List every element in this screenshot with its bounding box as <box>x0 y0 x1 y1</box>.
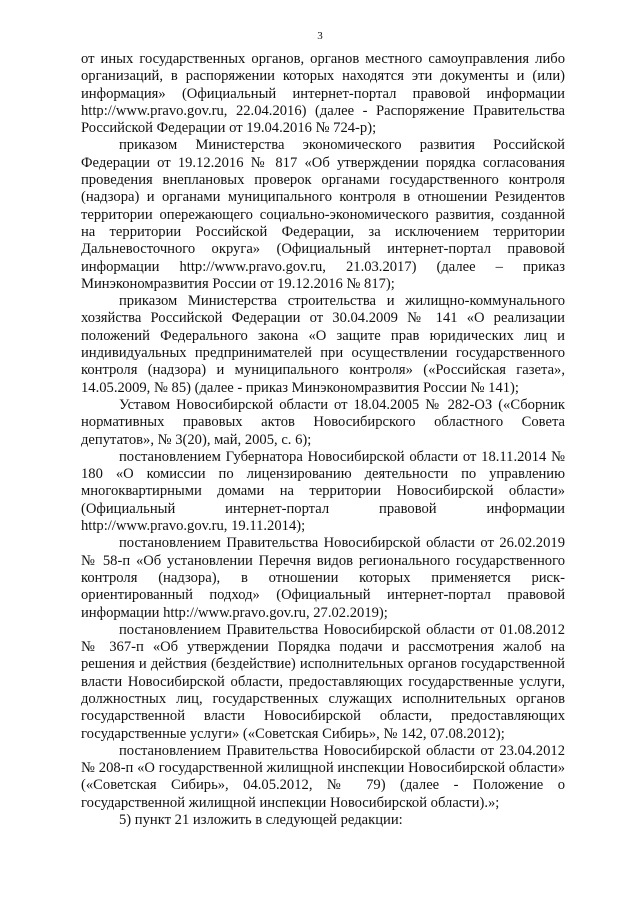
paragraph-continuation: от иных государственных органов, органов местного самоуправления либо организаций, в распоряжении которых находятся эти документы и (или) информация» (Официальный интернет-портал правовой информации http://www.pravo.gov.ru, 22.04.2016) (далее - Распоряжение Правительства Российской Федерации от 19.04.2016 № 724-р); <box>81 51 565 137</box>
paragraph-prikaz-141: приказом Министерства строительства и жилищно-коммунального хозяйства Российской Федерации от 30.04.2009 № 141 «О реализации положений Федерального закона «О защите прав юридических лиц и индивидуальных предпринимателей при осуществлении государственного контроля (надзора) и муниципального контроля» («Российская газета», 14.05.2009, № 85) (далее - приказ Минэкономразвития России № 141); <box>81 293 565 396</box>
paragraph-gubernator-180: постановлением Губернатора Новосибирской области от 18.11.2014 № 180 «О комиссии по лицензированию деятельности по управлению многоквартирными домами на территории Новосибирской области» (Официальный интернет-портал правовой информации http://www.pravo.gov.ru, 19.11.2014); <box>81 448 565 535</box>
page-number: 3 <box>317 30 323 42</box>
document-body <box>81 51 565 829</box>
paragraph-prikaz-817: приказом Министерства экономического развития Российской Федерации от 19.12.2016 № 817 «Об утверждении порядка согласования проведения внеплановых проверок органами государственного контроля (надзора) и органами муниципального контроля в отношении Резидентов территории опережающего социально-экономического развития, созданной на территории Российской Федерации, за исключением территории Дальневосточного округа» (Официальный интернет-портал правовой информации http://www.pravo.gov.ru, 21.03.2017) (далее – приказ Минэкономразвития России от 19.12.2016 № 817); <box>81 137 565 292</box>
paragraph-postanovlenie-58p: постановлением Правительства Новосибирской области от 26.02.2019 № 58-п «Об установлении Перечня видов регионального государственного контроля (надзора), в отношении которых применяется риск-ориентированный подход» (Официальный интернет-портал правовой информации http://www.pravo.gov.ru, 27.02.2019); <box>81 535 565 621</box>
paragraph-postanovlenie-208p: постановлением Правительства Новосибирской области от 23.04.2012 № 208-п «О государственной жилищной инспекции Новосибирской области» («Советская Сибирь», 04.05.2012, № 79) (далее - Положение о государственной жилищной инспекции Новосибирской области).»; <box>81 742 565 811</box>
paragraph-ustav: Уставом Новосибирской области от 18.04.2005 № 282-ОЗ («Сборник нормативных правовых актов Новосибирского областного Совета депутатов», № 3(20), май, 2005, с. 6); <box>81 396 565 448</box>
paragraph-item-5: 5) пункт 21 изложить в следующей редакции: <box>119 812 403 829</box>
paragraph-postanovlenie-367p: постановлением Правительства Новосибирской области от 01.08.2012 № 367-п «Об утверждении Порядка подачи и рассмотрения жалоб на решения и действия (бездействие) исполнительных органов государственной власти Новосибирской области, предоставляющих государственные услуги, должностных лиц, государственных служащих исполнительных органов государственной власти Новосибирской области, предоставляющих государственные услуги» («Советская Сибирь», № 142, 07.08.2012); <box>81 621 565 742</box>
